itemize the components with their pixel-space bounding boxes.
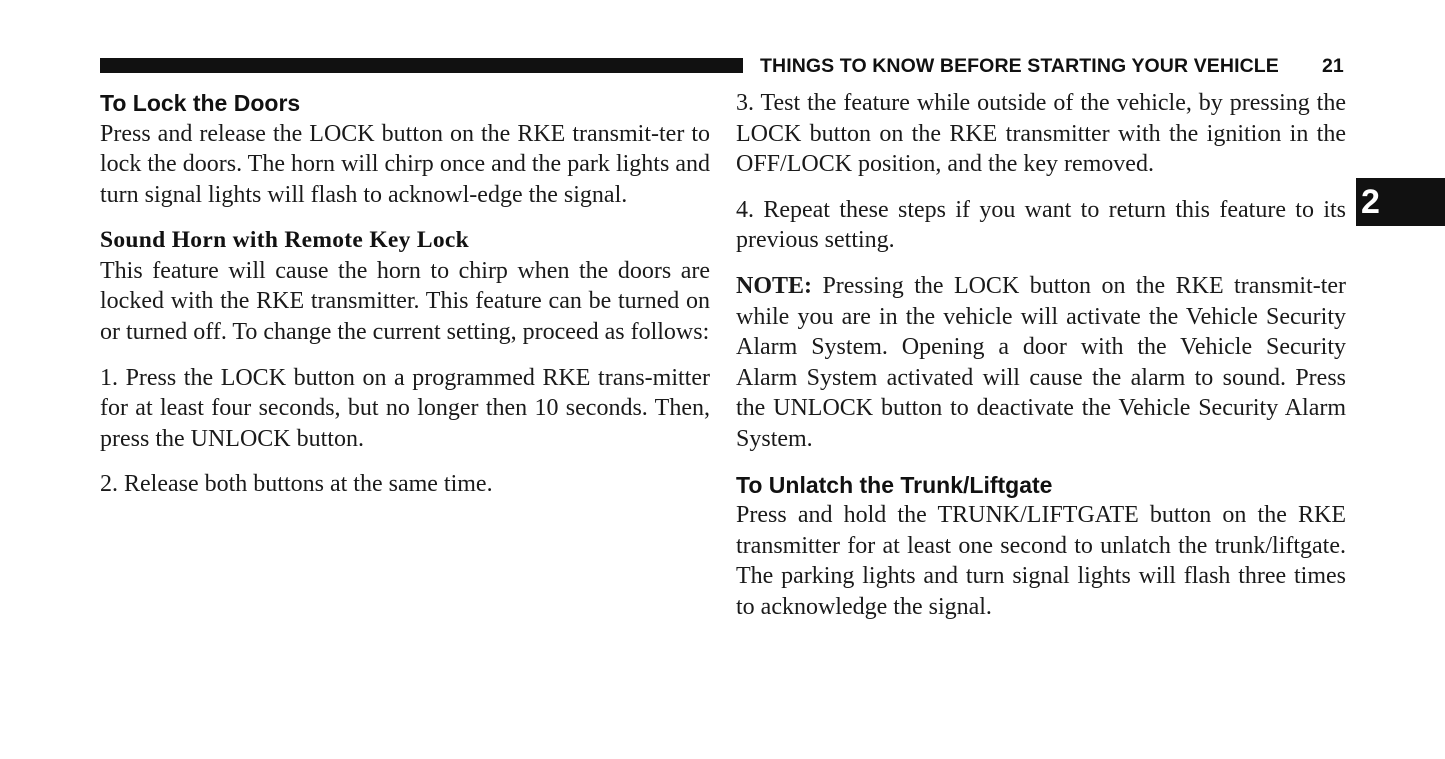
running-header-title: THINGS TO KNOW BEFORE STARTING YOUR VEHICLE bbox=[760, 55, 1279, 77]
step-2: 2. Release both buttons at the same time. bbox=[100, 471, 493, 498]
note-paragraph bbox=[736, 271, 1346, 455]
header-rule bbox=[100, 58, 743, 73]
sound-horn-heading: Sound Horn with Remote Key Lock bbox=[100, 227, 469, 254]
lock-doors-heading: To Lock the Doors bbox=[100, 90, 301, 116]
step-4: 4. Repeat these steps if you want to return this feature to its previous setting. bbox=[736, 196, 1346, 254]
left-column bbox=[100, 88, 710, 500]
lock-doors-paragraph: Press and release the LOCK button on the RKE transmit-ter to lock the doors. The horn will chirp once and the park lights and turn signal lights will flash to acknowl-edge the signal. bbox=[100, 120, 710, 208]
step-3: 3. Test the feature while outside of the vehicle, by pressing the LOCK button on the RKE transmitter with the ignition in the OFF/LOCK position, and the key removed. bbox=[736, 90, 1346, 178]
note-label: NOTE: bbox=[736, 272, 813, 299]
step-1: 1. Press the LOCK button on a programmed RKE trans-mitter for at least four seconds, but no longer then 10 seconds. Then, press the UNLOCK button. bbox=[100, 364, 710, 452]
unlatch-trunk-paragraph: Press and hold the TRUNK/LIFTGATE button on the RKE transmitter for at least one second to unlatch the trunk/liftgate. The parking lights and turn signal lights will flash three times to acknowledge the signal. bbox=[736, 502, 1346, 620]
note-text: Pressing the LOCK button on the RKE transmit-ter while you are in the vehicle will activate the Vehicle Security Alarm System. Opening a door with the Vehicle Security Alarm System activated will cause the alarm to sound. Press the UNLOCK button to deactivate the Vehicle Security Alarm System. bbox=[736, 272, 1346, 452]
right-column bbox=[736, 88, 1346, 622]
chapter-tab: 2 bbox=[1356, 178, 1445, 226]
unlatch-trunk-heading: To Unlatch the Trunk/Liftgate bbox=[736, 471, 1053, 498]
page-number: 21 bbox=[1322, 55, 1344, 77]
sound-horn-paragraph: This feature will cause the horn to chirp when the doors are locked with the RKE transmitter. This feature can be turned on or turned off. To change the current setting, proceed as follows: bbox=[100, 257, 710, 345]
